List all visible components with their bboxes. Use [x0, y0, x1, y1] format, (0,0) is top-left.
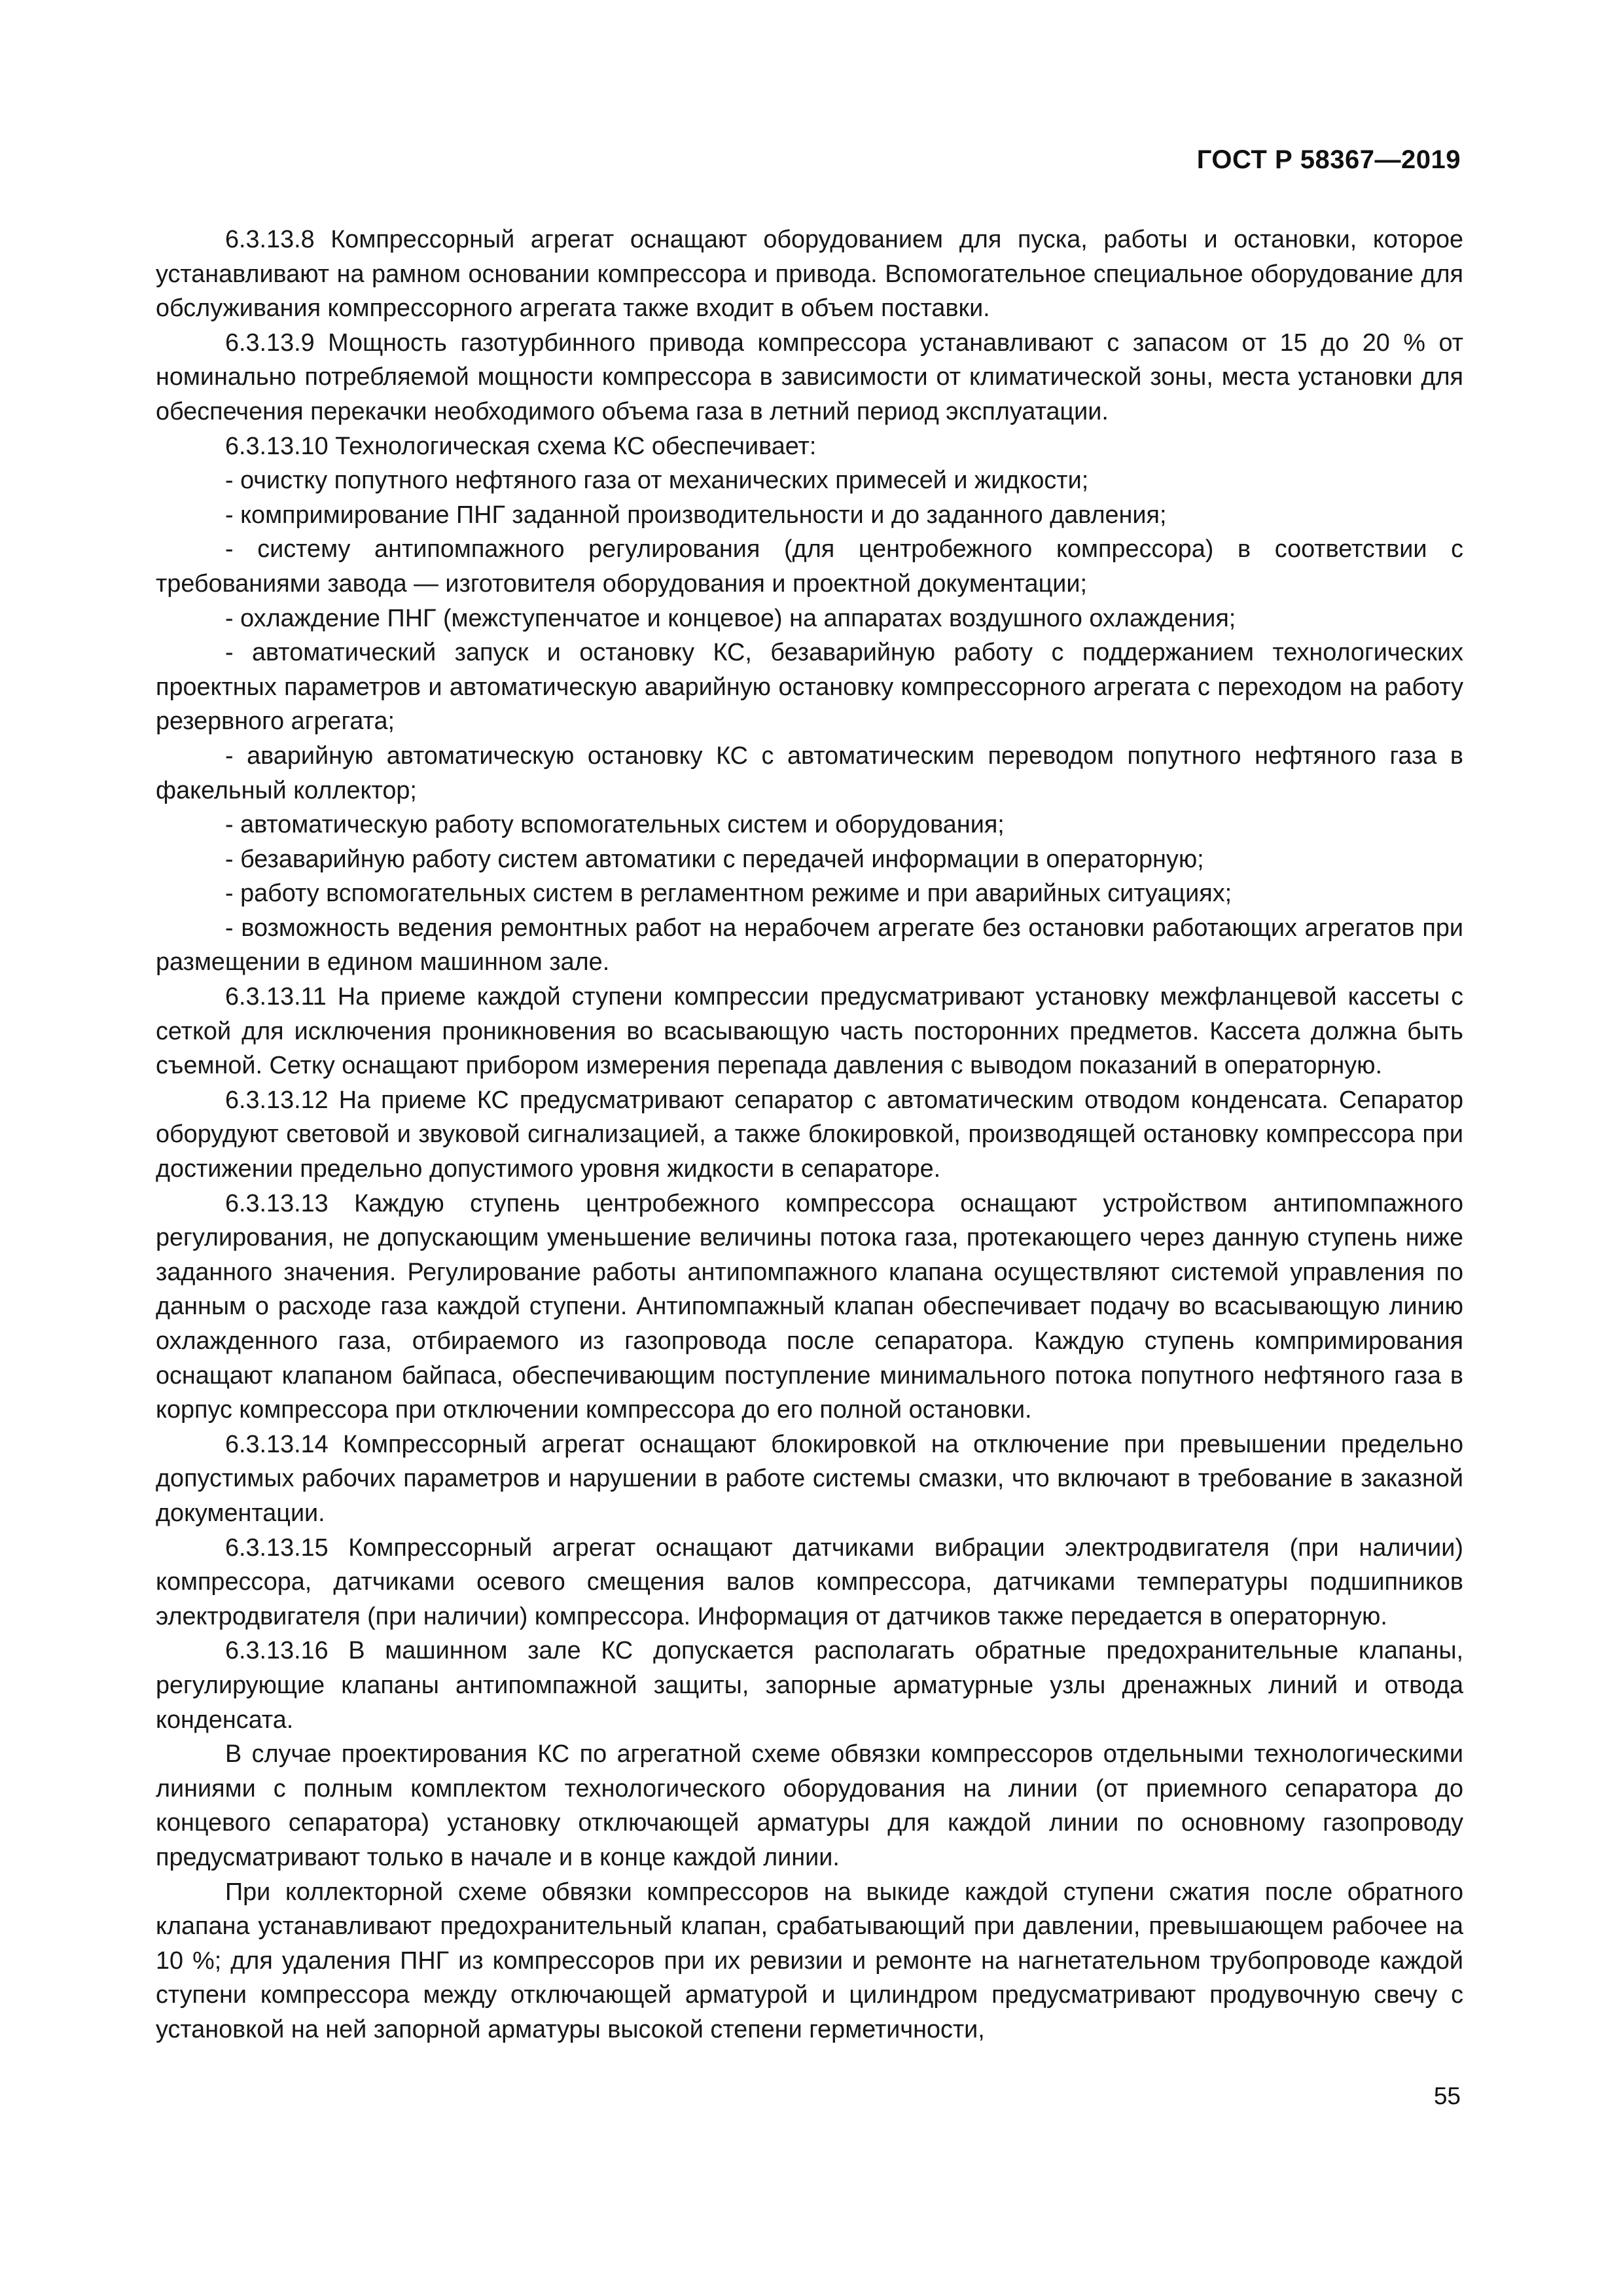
list-item: - охлаждение ПНГ (межступенчатое и концевое) на аппаратах воздушного охлаждения; [225, 604, 1236, 632]
list-item: - систему антипомпажного регулирования (для центробежного компрессора) в соответствии с требованиями завода — изготовителя оборудования и проектной документации; [156, 535, 1463, 598]
paragraph-6-3-13-14: 6.3.13.14 Компрессорный агрегат оснащают блокировкой на отключение при превышении предельно допустимых рабочих параметров и нарушении в работе системы смазки, что включают в требование в заказной документации. [156, 1430, 1463, 1527]
list-item: - автоматический запуск и остановку КС, безаварийную работу с поддержанием технологических проектных параметров и автоматическую аварийную остановку компрессорного агрегата с переходом на работу резервного агрегата; [156, 639, 1463, 736]
paragraph-6-3-13-8: 6.3.13.8 Компрессорный агрегат оснащают оборудованием для пуска, работы и остановки, которое устанавливают на рамном основании компрессора и привода. Вспомогательное специальное оборудование для обслуживания компрессорного агрегата также входит в объем поставки. [156, 226, 1463, 323]
list-item: - работу вспомогательных систем в регламентном режиме и при аварийных ситуациях; [225, 880, 1232, 908]
paragraph-6-3-13-16: 6.3.13.16 В машинном зале КС допускается располагать обратные предохранительные клапаны, регулирующие клапаны антипомпажной защиты, запорные арматурные узлы дренажных линий и отвода конденсата. [156, 1637, 1463, 1734]
paragraph-6-3-13-9: 6.3.13.9 Мощность газотурбинного привода компрессора устанавливают с запасом от 15 до 20 % от номинально потребляемой мощности компрессора в зависимости от климатической зоны, места установки для обеспечения перекачки необходимого объема газа в летний период эксплуатации. [156, 329, 1463, 425]
paragraph-aggregate-scheme: В случае проектирования КС по агрегатной схеме обвязки компрессоров отдельными технологическими линиями с полным комплектом технологического оборудования на линии (от приемного сепаратора до концевого сепаратора) установку отключающей арматуры для каждой линии по основному газопроводу предусматривают только в начале и в конце каждой линии. [156, 1740, 1463, 1871]
paragraph-6-3-13-10: 6.3.13.10 Технологическая схема КС обеспечивает: [225, 432, 817, 460]
paragraph-6-3-13-11: 6.3.13.11 На приеме каждой ступени компрессии предусматривают установку межфланцевой кассеты с сеткой для исключения проникновения во всасывающую часть посторонних предметов. Кассета должна быть съемной. Сетку оснащают прибором измерения перепада давления с выводом показаний в операторную. [156, 983, 1463, 1080]
standard-header: ГОСТ Р 58367—2019 [1196, 145, 1461, 174]
list-item: - возможность ведения ремонтных работ на нерабочем агрегате без остановки работающих агрегатов при размещении в едином машинном зале. [156, 914, 1463, 977]
paragraph-6-3-13-15: 6.3.13.15 Компрессорный агрегат оснащают датчиками вибрации электродвигателя (при наличии) компрессора, датчиками осевого смещения валов компрессора, датчиками температуры подшипников электродвигателя (при наличии) компрессора. Информация от датчиков также передается в операторную. [156, 1534, 1463, 1630]
document-body [156, 223, 1463, 2047]
list-item: - компримирование ПНГ заданной производительности и до заданного давления; [225, 501, 1167, 529]
list-item: - очистку попутного нефтяного газа от механических примесей и жидкости; [225, 467, 1089, 495]
list-item: - автоматическую работу вспомогательных систем и оборудования; [225, 811, 1005, 839]
list-item: - аварийную автоматическую остановку КС с автоматическим переводом попутного нефтяного газа в факельный коллектор; [156, 742, 1463, 804]
page-number: 55 [1433, 2083, 1461, 2109]
paragraph-collector-scheme: При коллекторной схеме обвязки компрессоров на выкиде каждой ступени сжатия после обратного клапана устанавливают предохранительный клапан, срабатывающий при давлении, превышающем рабочее на 10 %; для удаления ПНГ из компрессоров при их ревизии и ремонте на нагнетательном трубопроводе каждой ступени компрессора между отключающей арматурой и цилиндром предусматривают продувочную свечу с установкой на ней запорной арматуры высокой степени герметичности, [156, 1878, 1463, 2043]
list-item: - безаварийную работу систем автоматики с передачей информации в операторную; [225, 845, 1204, 873]
paragraph-6-3-13-13: 6.3.13.13 Каждую ступень центробежного компрессора оснащают устройством антипомпажного регулирования, не допускающим уменьшение величины потока газа, протекающего через данную ступень ниже заданного значения. Регулирование работы антипомпажного клапана осуществляют системой управления по данным о расходе газа каждой ступени. Антипомпажный клапан обеспечивает подачу во всасывающую линию охлажденного газа, отбираемого из газопровода после сепаратора. Каждую ступень компримирования оснащают клапаном байпаса, обеспечивающим поступление минимального потока попутного нефтяного газа в корпус компрессора при отключении компрессора до его полной остановки. [156, 1189, 1463, 1424]
paragraph-6-3-13-12: 6.3.13.12 На приеме КС предусматривают сепаратор с автоматическим отводом конденсата. Сепаратор оборудуют световой и звуковой сигнализацией, а также блокировкой, производящей остановку компрессора при достижении предельно допустимого уровня жидкости в сепараторе. [156, 1086, 1463, 1183]
